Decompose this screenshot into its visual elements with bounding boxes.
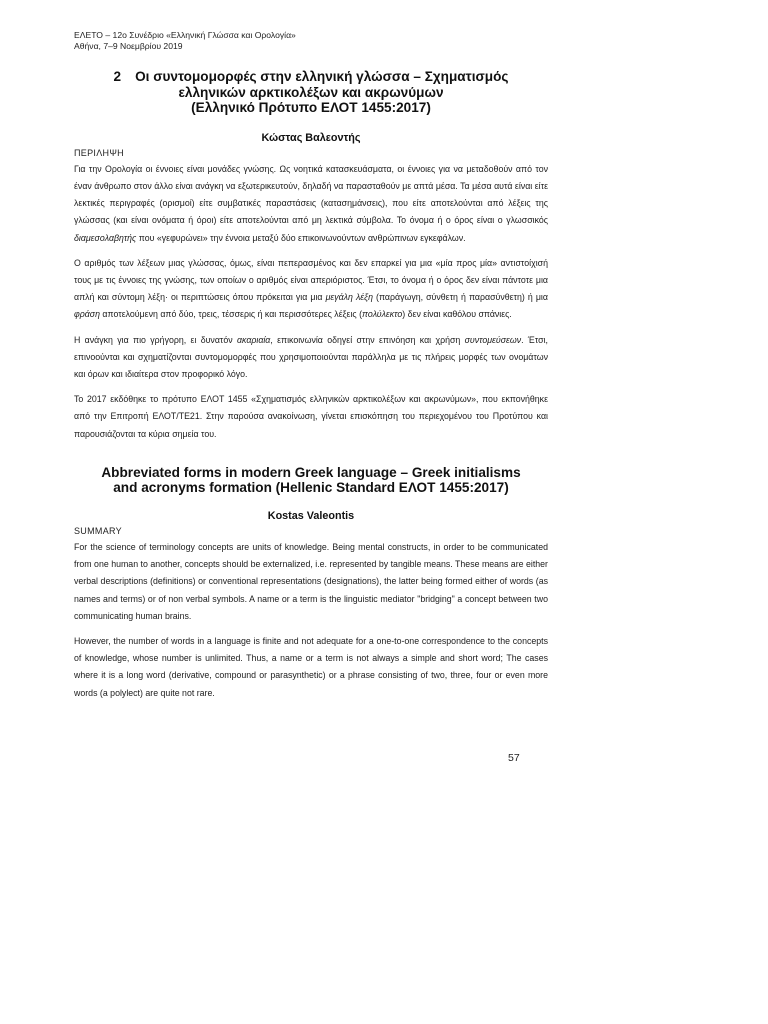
page-number: 57 (508, 752, 520, 764)
greek-paragraph-3: Η ανάγκη για πιο γρήγορη, ει δυνατόν ακαριαία, επικοινωνία οδηγεί στην επινόηση και χρήση συντομεύσεων. Έτσι, επινοούνται και σχηματίζονται συντομομορφές που χρησιμοποιούνται παράλληλα με τις πλήρεις μορφές των ονομάτων και όρων και ιδιαίτερα στον προφορικό λόγο. (74, 334, 549, 380)
greek-paragraph-4: Το 2017 εκδόθηκε το πρότυπο ΕΛΟΤ 1455 «Σχηματισμός ελληνικών αρκτικολέξων και ακρωνύμων», που εκπονήθηκε από την Επιτροπή ΕΛΟΤ/ΤΕ21. Στην παρούσα ανακοίνωση, γίνεται επισκόπηση του περιεχομένου του Προτύπου και παρουσιάζονται τα κύρια σημεία του. (74, 394, 548, 439)
greek-title-line-2: ελληνικών αρκτικολέξων και ακρωνύμων (178, 84, 444, 100)
greek-author: Κώστας Βαλεοντής (261, 131, 361, 144)
section-number: 2 (113, 69, 122, 84)
greek-paragraph-1: Για την Ορολογία οι έννοιες είναι μονάδες γνώσης. Ως νοητικά κατασκευάσματα, οι έννοιες για να μεταδοθούν από τον έναν άνθρωπο στον άλλο είναι ανάγκη να εξωτερικευτούν, δηλαδή να παρασταθούν με απτά μέσα. Τα μέσα αυτά είναι είτε λεκτικές περιγραφές (ορισμοί) είτε συμβατικές παραστάσεις (κατασημάνσεις), που είτε αποτελούνται από λέξεις της γλώσσας (και είναι ονόματα ή όροι) είτε αποτελούνται από μη λεκτικά σύμβολα. Το όνομα ή ο όρος είναι ο γλωσσικός διαμεσολαβητής που «γεφυρώνει» την έννοια μεταξύ δύο επικοινωνούντων ανθρώπινων εγκεφάλων. (74, 163, 548, 243)
english-title (74, 465, 548, 496)
running-header (74, 30, 548, 51)
english-summary-label: SUMMARY (74, 526, 122, 537)
english-paragraph-2: However, the number of words in a language is finite and not adequate for a one-to-one correspondence to the concepts of knowledge, whose number is unlimited. Thus, a name or a term is not always a simple and short word; The cases where it is a long word (derivative, compound or parasynthetic) or a phrase consisting of two, three, four or even more words (a polylect) are quite not rare. (74, 636, 548, 698)
english-paragraph-1: For the science of terminology concepts are units of knowledge. Being mental constructs, in order to be communicated from one human to another, concepts should be externalized, i.e. represented by tangible means. These means are either verbal descriptions (definitions) or conventional representations (designations), the latter being formed either of words (as names and terms) or of non verbal symbols. A name or a term is the linguistic mediator "bridging" a concept between two communicating human brains. (74, 542, 548, 621)
paper-page (74, 30, 548, 710)
english-title-line-1: Abbreviated forms in modern Greek language – Greek initialisms (101, 464, 521, 480)
greek-paragraph-2: Ο αριθμός των λέξεων μιας γλώσσας, όμως, είναι πεπερασμένος και δεν επαρκεί για μια «μία προς μία» αντιστοίχισή τους με τις έννοιες της γνώσης, των οποίων ο αριθμός είναι απεριόριστος. Έτσι, το όνομα ή ο όρος δεν είναι πάντοτε μια απλή και σύντομη λέξη· οι περιπτώσεις όπου πρόκειται για μια μεγάλη λέξη (παράγωγη, σύνθετη ή παρασύνθετη) ή μια φράση αποτελούμενη από δύο, τρεις, τέσσερις ή και περισσότερες λέξεις (πολύλεκτο) δεν είναι καθόλου σπάνιες. (74, 257, 548, 320)
header-conference: ΕΛΕΤΟ – 12ο Συνέδριο «Ελληνική Γλώσσα και Ορολογία» (74, 30, 296, 40)
greek-title-line-3: (Ελληνικό Πρότυπο ΕΛΟΤ 1455:2017) (191, 100, 431, 116)
greek-title-line-1: Οι συντομομορφές στην ελληνική γλώσσα – Σχηματισμός (135, 69, 509, 84)
english-title-line-2: and acronyms formation (Hellenic Standard ΕΛΟΤ 1455:2017) (113, 480, 509, 496)
english-author: Kostas Valeontis (267, 510, 355, 523)
greek-summary-label: ΠΕΡΙΛΗΨΗ (74, 147, 124, 158)
greek-title (74, 69, 548, 116)
header-date: Αθήνα, 7–9 Νοεμβρίου 2019 (74, 40, 183, 51)
